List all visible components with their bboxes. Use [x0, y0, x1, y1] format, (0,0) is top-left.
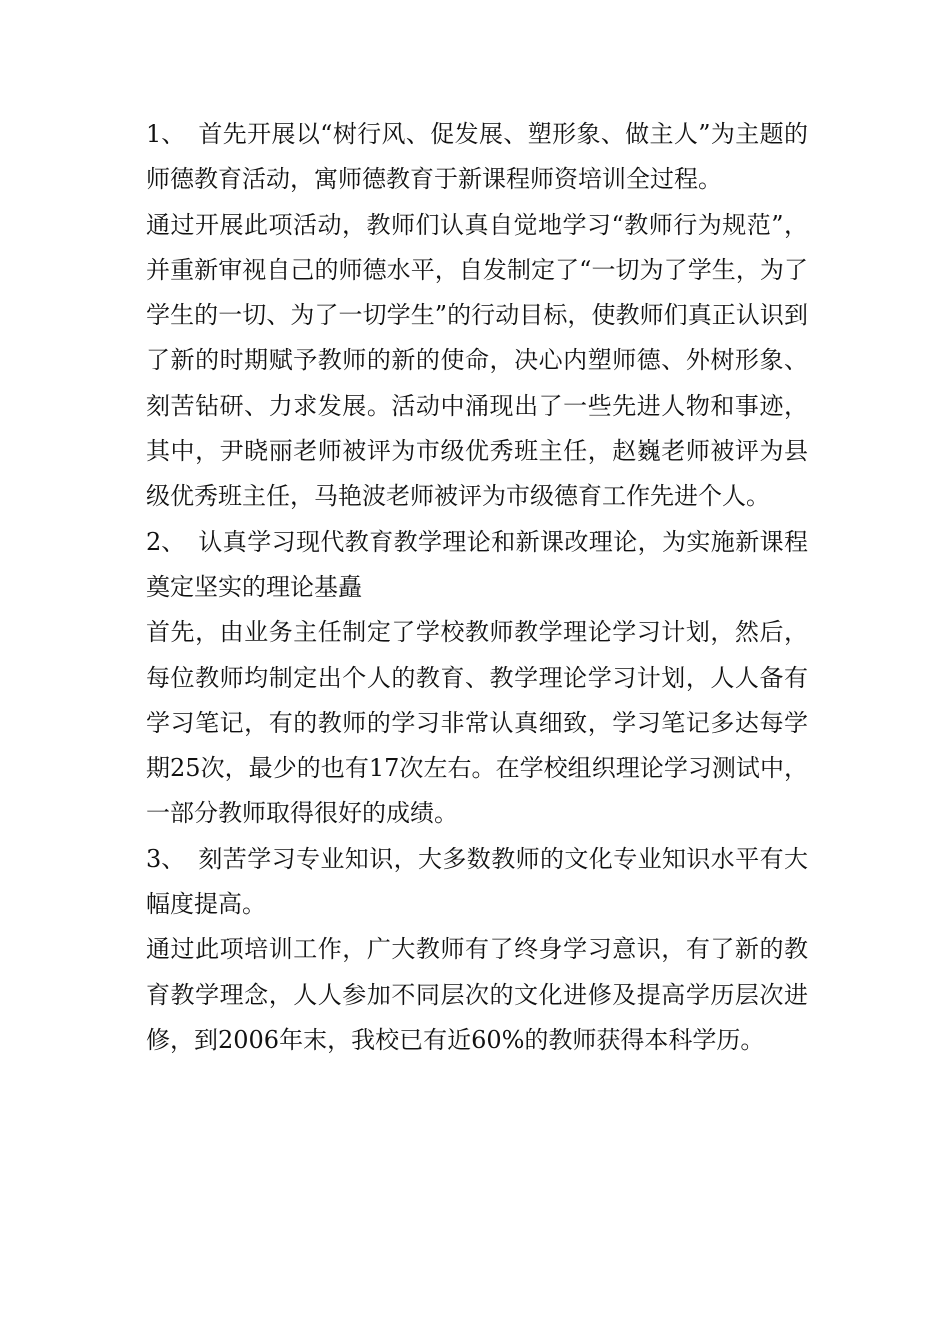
paragraph-number: 1、 — [146, 120, 186, 148]
paragraph-text: 通过此项培训工作，广大教师有了终身学习意识，有了新的教育教学理念，人人参加不同层次的文化进修及提高学历层次进修，到2006年末，我校已有近60%的教师获得本科学历。 — [146, 935, 808, 1054]
paragraph-text: 首先，由业务主任制定了学校教师教学理论学习计划，然后，每位教师均制定出个人的教育、教学理论学习计划，人人备有学习笔记，有的教师的学习非常认真细致，学习笔记多达每学期25次，最少的也有17次左右。在学校组织理论学习测试中，一部分教师取得很好的成绩。 — [146, 618, 808, 828]
document-body — [146, 112, 808, 1063]
paragraph-number: 2、 — [146, 527, 186, 556]
paragraph-1 — [146, 112, 808, 203]
paragraph-text: 首先开展以“树行风、促发展、塑形象、做主人”为主题的师德教育活动，寓师德教育于新课程师资培训全过程。 — [146, 120, 808, 194]
paragraph-3 — [146, 520, 808, 611]
paragraph-text: 认真学习现代教育教学理论和新课改理论，为实施新课程奠定坚实的理论基矗 — [146, 527, 808, 601]
paragraph-4 — [146, 610, 808, 836]
paragraph-text: 刻苦学习专业知识，大多数教师的文化专业知识水平有大幅度提高。 — [146, 844, 808, 919]
paragraph-text: 通过开展此项活动，教师们认真自觉地学习“教师行为规范”，并重新审视自己的师德水平，自发制定了“一切为了学生，为了学生的一切、为了一切学生”的行动目标，使教师们真正认识到了新的时期赋予教师的新的使命，决心内塑师德、外树形象、刻苦钻研、力求发展。活动中涌现出了一些先进人物和事迹，其中，尹晓丽老师被评为市级优秀班主任，赵巍老师被评为县级优秀班主任，马艳波老师被评为市级德育工作先进个人。 — [146, 210, 808, 511]
paragraph-number: 3、 — [146, 844, 186, 873]
paragraph-6 — [146, 927, 808, 1063]
paragraph-2 — [146, 203, 808, 520]
paragraph-5 — [146, 837, 808, 928]
